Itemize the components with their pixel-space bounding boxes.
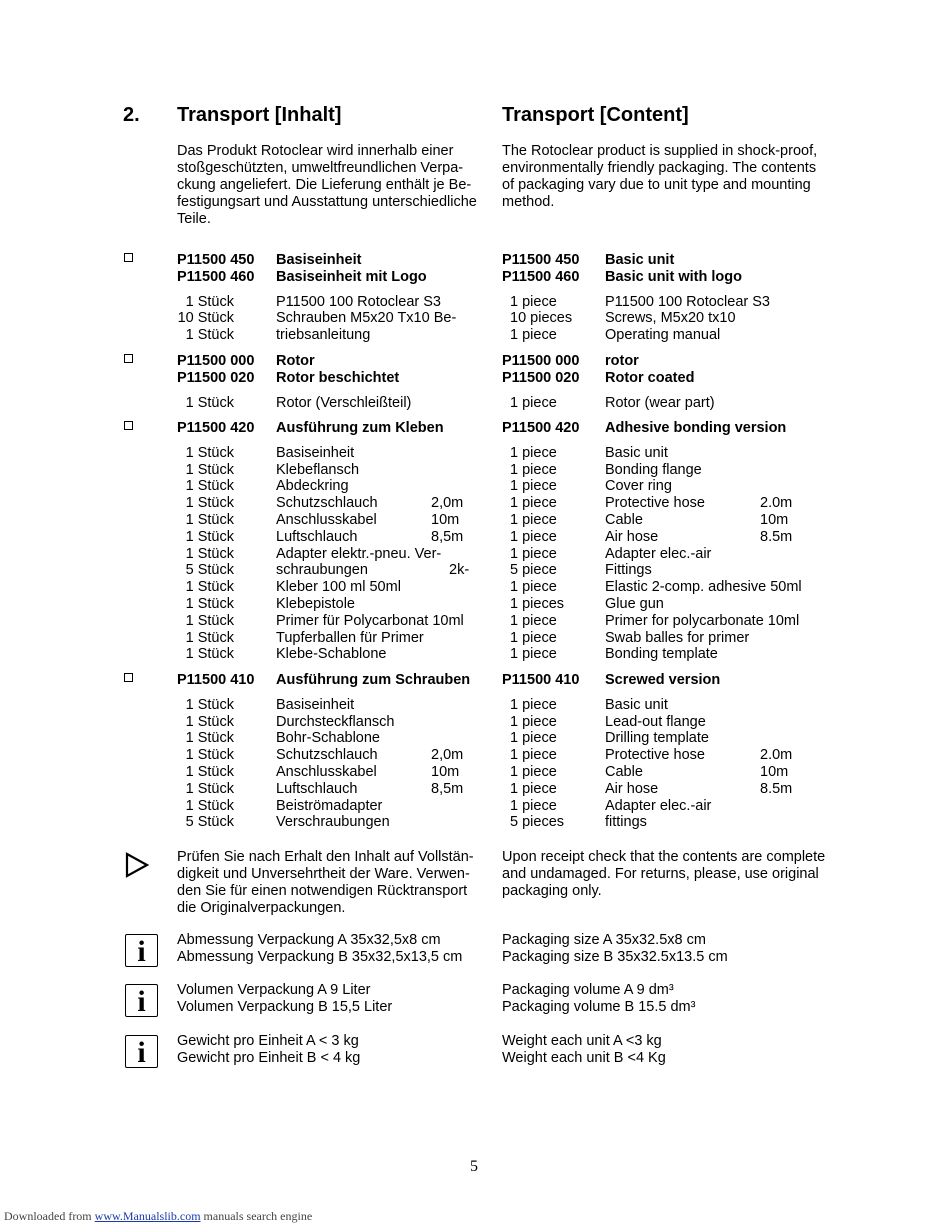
item-value-de: 8,5m xyxy=(431,528,464,545)
item-qty-en: 1 piece xyxy=(510,545,557,562)
item-qty-de: 1 Stück xyxy=(185,696,234,713)
item-qty-en: 1 piece xyxy=(510,394,557,411)
item-qty-de: 1 Stück xyxy=(185,495,234,512)
item-desc-en: Cable xyxy=(605,764,643,780)
part-name-de: Basiseinheit xyxy=(276,252,362,268)
item-desc-de: Beiströmadapter xyxy=(276,797,383,814)
item-qty-de: 1 Stück xyxy=(185,327,234,344)
item-qty-de: 1 Stück xyxy=(185,394,234,411)
item-qty-en: 1 piece xyxy=(510,696,557,713)
part-name-en: Basic unit xyxy=(605,252,675,268)
item-value-de: 8,5m xyxy=(431,780,464,797)
item-desc-de: Bohr-Schablone xyxy=(276,730,380,747)
part-name-en: Screwed version xyxy=(605,672,721,688)
item-qty-de: 5 Stück xyxy=(185,814,234,831)
part-code-de: P11500 460 xyxy=(177,268,255,285)
item-qty-en: 1 piece xyxy=(510,444,557,461)
item-qty-en: 1 piece xyxy=(510,629,557,646)
item-qty-de: 1 Stück xyxy=(185,528,234,545)
item-qty-de: 1 Stück xyxy=(185,713,234,730)
info-line-en: Packaging size B 35x32.5x13.5 cm xyxy=(502,948,728,965)
info-line-de: Gewicht pro Einheit B < 4 kg xyxy=(177,1049,361,1066)
part-code-en: P11500 460 xyxy=(502,268,580,285)
item-desc-en: Operating manual xyxy=(605,327,721,344)
item-qty-en: 1 piece xyxy=(510,646,557,663)
item-qty-en: 1 piece xyxy=(510,612,557,629)
item-desc-de: Klebe-Schablone xyxy=(276,646,387,663)
item-value-en: 2.0m xyxy=(760,495,793,512)
item-qty-en: 1 piece xyxy=(510,478,557,495)
part-name-de: Rotor xyxy=(276,353,315,369)
page-number: 5 xyxy=(470,1158,478,1175)
footer xyxy=(4,1209,312,1224)
item-desc-en: Glue gun xyxy=(605,596,664,612)
item-qty-en: 1 piece xyxy=(510,764,557,780)
item-qty-de: 10 Stück xyxy=(177,310,234,327)
item-value-de: 2,0m xyxy=(431,747,464,764)
info-glyph: i xyxy=(137,1036,146,1069)
item-desc-en: Basic unit xyxy=(605,696,668,713)
part-code-en: P11500 020 xyxy=(502,369,580,386)
item-desc-en: Bonding flange xyxy=(605,461,702,478)
part-code-de: P11500 410 xyxy=(177,672,255,688)
item-desc-de: Rotor (Verschleißteil) xyxy=(276,394,412,411)
info-line-de: Volumen Verpackung A 9 Liter xyxy=(177,982,371,998)
part-name-de: Basiseinheit mit Logo xyxy=(276,268,427,285)
item-value-en: 2.0m xyxy=(760,747,793,764)
info-line-en: Packaging size A 35x32.5x8 cm xyxy=(502,932,706,948)
item-desc-en: Protective hose xyxy=(605,747,705,764)
part-name-de: Rotor beschichtet xyxy=(276,369,400,386)
item-desc-en: Adapter elec.-air xyxy=(605,545,712,562)
item-desc-de: Klebeflansch xyxy=(276,461,360,478)
section-title-de: Transport [Inhalt] xyxy=(177,104,342,126)
item-qty-de: 1 Stück xyxy=(185,512,234,528)
part-code-de: P11500 020 xyxy=(177,369,255,386)
item-qty-en: 1 piece xyxy=(510,713,557,730)
item-qty-en: 5 pieces xyxy=(510,814,565,831)
item-qty-en: 1 piece xyxy=(510,293,557,310)
item-desc-en: Lead-out flange xyxy=(605,713,706,730)
checkbox-icon xyxy=(124,354,133,363)
item-desc-de: schraubungen xyxy=(276,562,368,579)
item-qty-en: 1 piece xyxy=(510,730,557,747)
item-desc-de: Anschlusskabel xyxy=(276,512,377,528)
info-line-en: Weight each unit A <3 kg xyxy=(502,1033,662,1049)
item-qty-de: 1 Stück xyxy=(185,444,234,461)
part-name-de: Ausführung zum Kleben xyxy=(276,420,444,436)
item-desc-en: Protective hose xyxy=(605,495,705,512)
part-code-de: P11500 000 xyxy=(177,353,255,369)
notice-de: Prüfen Sie nach Erhalt den Inhalt auf Vollstän- digkeit und Unversehrtheit der Ware. Verwen- den Sie für einen notwendigen Rücktransport die Originalverpackungen. xyxy=(177,849,474,916)
item-qty-de: 1 Stück xyxy=(185,596,234,612)
item-qty-en: 1 piece xyxy=(510,512,557,528)
item-desc-de: Basiseinheit xyxy=(276,696,355,713)
item-qty-en: 1 piece xyxy=(510,780,557,797)
item-desc-en: Cover ring xyxy=(605,478,672,495)
item-desc-en: Rotor (wear part) xyxy=(605,394,715,411)
checkbox-icon xyxy=(124,253,133,262)
item-desc-de: Schutzschlauch xyxy=(276,495,378,512)
item-value-en: 10m xyxy=(760,764,789,780)
info-line-de: Abmessung Verpackung B 35x32,5x13,5 cm xyxy=(177,948,463,965)
item-desc-en: Fittings xyxy=(605,562,652,579)
item-qty-de: 1 Stück xyxy=(185,579,234,596)
info-line-en: Packaging volume B 15.5 dm³ xyxy=(502,998,696,1015)
info-line-en: Packaging volume A 9 dm³ xyxy=(502,982,674,998)
item-desc-en: Air hose xyxy=(605,528,659,545)
part-name-en: Adhesive bonding version xyxy=(605,420,787,436)
item-value-de: 2,0m xyxy=(431,495,464,512)
item-desc-en: Primer for polycarbonate 10ml xyxy=(605,612,800,629)
item-qty-en: 1 piece xyxy=(510,747,557,764)
item-qty-de: 1 Stück xyxy=(185,780,234,797)
info-line-de: Volumen Verpackung B 15,5 Liter xyxy=(177,998,393,1015)
notice-en: Upon receipt check that the contents are complete and undamaged. For returns, please, use original packaging only. xyxy=(502,849,826,899)
item-desc-de: Verschraubungen xyxy=(276,814,390,831)
item-desc-de: Durchsteckflansch xyxy=(276,713,395,730)
info-icon xyxy=(125,934,158,967)
item-desc-de: P11500 100 Rotoclear S3 xyxy=(276,293,441,310)
item-desc-de: Basiseinheit xyxy=(276,444,355,461)
item-desc-en: Adapter elec.-air xyxy=(605,797,712,814)
item-qty-en: 1 piece xyxy=(510,327,557,344)
item-desc-en: Swab balles for primer xyxy=(605,629,750,646)
item-desc-de: Luftschlauch xyxy=(276,780,358,797)
info-line-de: Gewicht pro Einheit A < 3 kg xyxy=(177,1033,359,1049)
item-qty-en: 1 piece xyxy=(510,528,557,545)
item-qty-de: 1 Stück xyxy=(185,478,234,495)
checkbox-icon xyxy=(124,421,133,430)
item-desc-de: Luftschlauch xyxy=(276,528,358,545)
item-desc-de: Klebepistole xyxy=(276,596,355,612)
footer-suffix: manuals search engine xyxy=(200,1209,313,1223)
intro-en: The Rotoclear product is supplied in shock-proof, environmentally friendly packaging. The contents of packaging vary due to unit type and mounting method. xyxy=(502,143,818,210)
part-name-en: Basic unit with logo xyxy=(605,268,742,285)
item-qty-de: 1 Stück xyxy=(185,629,234,646)
item-value-de: 10m xyxy=(431,764,460,780)
item-qty-de: 1 Stück xyxy=(185,545,234,562)
item-value-en: 8.5m xyxy=(760,528,793,545)
item-qty-en: 5 piece xyxy=(510,562,557,579)
item-desc-de: Tupferballen für Primer xyxy=(276,629,424,646)
part-code-de: P11500 420 xyxy=(177,420,255,436)
item-desc-en: fittings xyxy=(605,814,647,831)
part-name-en: rotor xyxy=(605,353,639,369)
item-desc-en: Cable xyxy=(605,512,643,528)
item-qty-en: 1 piece xyxy=(510,579,557,596)
item-desc-en: Drilling template xyxy=(605,730,709,747)
item-qty-de: 1 Stück xyxy=(185,461,234,478)
part-code-de: P11500 450 xyxy=(177,252,255,268)
footer-prefix: Downloaded from xyxy=(4,1209,95,1223)
item-desc-en: P11500 100 Rotoclear S3 xyxy=(605,293,770,310)
checkbox-icon xyxy=(124,673,133,682)
item-qty-de: 1 Stück xyxy=(185,612,234,629)
item-qty-de: 1 Stück xyxy=(185,747,234,764)
item-desc-de: Adapter elektr.-pneu. Ver- xyxy=(276,545,442,562)
item-qty-de: 1 Stück xyxy=(185,730,234,747)
item-desc-de: Primer für Polycarbonat 10ml xyxy=(276,612,464,629)
section-number: 2. xyxy=(123,104,140,126)
item-desc-en: Basic unit xyxy=(605,444,668,461)
item-value-de: 10m xyxy=(431,512,460,528)
info-glyph: i xyxy=(137,935,146,968)
item-qty-de: 1 Stück xyxy=(185,764,234,780)
footer-link[interactable]: www.Manualslib.com xyxy=(94,1209,201,1223)
item-desc-en: Bonding template xyxy=(605,646,718,663)
item-desc-de: Anschlusskabel xyxy=(276,764,377,780)
item-desc-de: Abdeckring xyxy=(276,478,349,495)
part-code-en: P11500 420 xyxy=(502,420,580,436)
item-desc-de: triebsanleitung xyxy=(276,327,371,344)
item-desc-en: Air hose xyxy=(605,780,659,797)
info-line-en: Weight each unit B <4 Kg xyxy=(502,1049,666,1066)
item-desc-de: Schutzschlauch xyxy=(276,747,378,764)
part-code-en: P11500 000 xyxy=(502,353,580,369)
item-value-en: 10m xyxy=(760,512,789,528)
item-qty-en: 1 piece xyxy=(510,461,557,478)
part-code-en: P11500 410 xyxy=(502,672,580,688)
item-desc-en: Elastic 2-comp. adhesive 50ml xyxy=(605,579,802,596)
item-qty-en: 1 piece xyxy=(510,797,557,814)
item-qty-en: 1 piece xyxy=(510,495,557,512)
intro-de: Das Produkt Rotoclear wird innerhalb einer stoßgeschützten, umweltfreundlichen Verpa- ckung angeliefert. Die Lieferung enthält je Be- festigungsart und Ausstattung unterschiedliche Teile. xyxy=(177,143,477,227)
part-code-en: P11500 450 xyxy=(502,252,580,268)
item-qty-de: 1 Stück xyxy=(185,646,234,663)
play-triangle-icon xyxy=(124,852,150,878)
info-icon xyxy=(125,1035,158,1068)
item-value-de: 2k- xyxy=(449,562,470,579)
item-desc-de: Kleber 100 ml 50ml xyxy=(276,579,401,596)
item-qty-de: 1 Stück xyxy=(185,293,234,310)
part-name-en: Rotor coated xyxy=(605,369,695,386)
item-desc-en: Screws, M5x20 tx10 xyxy=(605,310,736,327)
item-qty-de: 5 Stück xyxy=(185,562,234,579)
info-glyph: i xyxy=(137,985,146,1018)
item-value-en: 8.5m xyxy=(760,780,793,797)
part-name-de: Ausführung zum Schrauben xyxy=(276,672,471,688)
info-line-de: Abmessung Verpackung A 35x32,5x8 cm xyxy=(177,932,441,948)
item-desc-de: Schrauben M5x20 Tx10 Be- xyxy=(276,310,457,327)
info-icon xyxy=(125,984,158,1017)
item-qty-de: 1 Stück xyxy=(185,797,234,814)
item-qty-en: 10 pieces xyxy=(510,310,573,327)
item-qty-en: 1 pieces xyxy=(510,596,565,612)
section-title-en: Transport [Content] xyxy=(502,104,689,126)
